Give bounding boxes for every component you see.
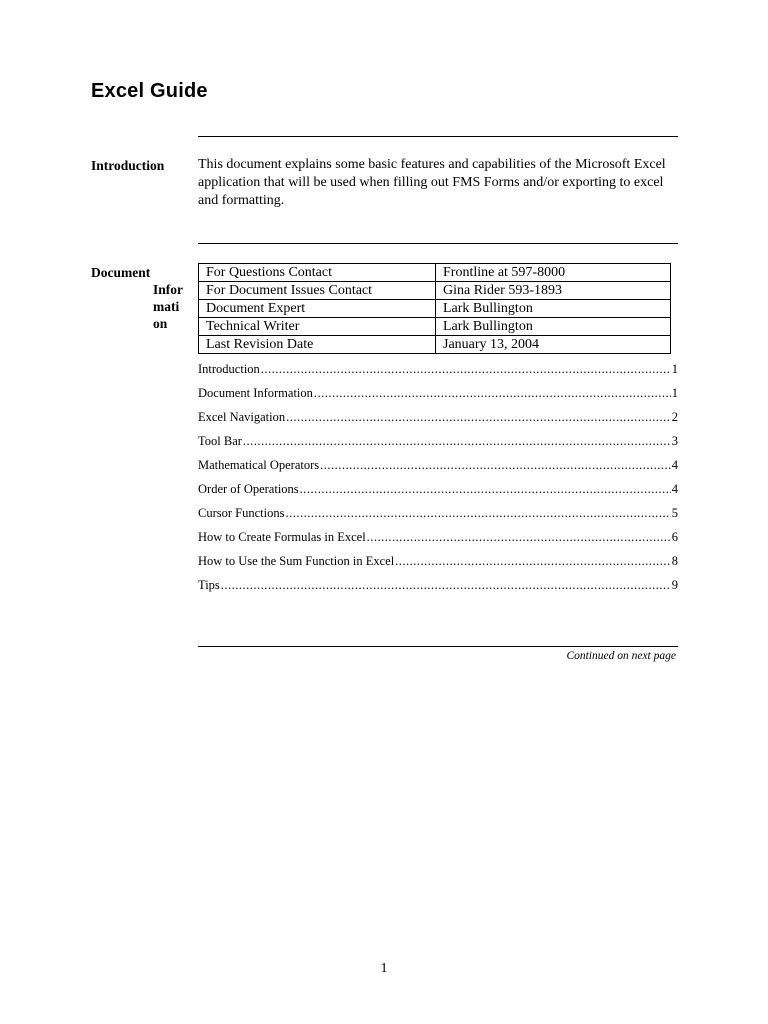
toc-dot-leader (300, 480, 671, 498)
section-divider-middle (198, 243, 678, 244)
table-row (199, 282, 671, 300)
table-key-cell: Technical Writer (199, 318, 436, 336)
section-divider-top (198, 136, 678, 137)
introduction-label: Introduction (91, 158, 165, 173)
introduction-text: This document explains some basic features and capabilities of the Microsoft Excel application that will be used when filling out FMS Forms and/or exporting to excel and formatting. (198, 157, 666, 208)
toc-entry-page: 3 (671, 434, 678, 448)
toc-entry-introduction[interactable] (198, 360, 678, 384)
toc-entry-title: Document Information (198, 386, 313, 400)
toc-entry-page: 4 (671, 458, 678, 472)
toc-entry-title: Cursor Functions (198, 506, 285, 520)
toc-dot-leader (314, 384, 671, 402)
toc-entry-title: Tool Bar (198, 434, 242, 448)
toc-entry-page: 1 (671, 386, 678, 400)
table-key-cell: Last Revision Date (199, 336, 436, 354)
toc-entry-title: Mathematical Operators (198, 458, 320, 472)
table-row (199, 264, 671, 282)
table-value-cell: Gina Rider 593-1893 (436, 282, 671, 300)
toc-entry-title: Tips (198, 578, 220, 592)
toc-entry-page: 9 (671, 578, 678, 592)
document-information-label-line2: Infor (153, 282, 183, 297)
table-key-cell: For Document Issues Contact (199, 282, 436, 300)
document-information-label-line3: mati (153, 299, 180, 314)
table-value-cell: January 13, 2004 (436, 336, 671, 354)
section-divider-bottom (198, 646, 678, 647)
toc-entry-excel-navigation[interactable] (198, 408, 678, 432)
toc-dot-leader (395, 552, 671, 570)
page-number: 1 (380, 961, 388, 976)
toc-entry-page: 5 (671, 506, 678, 520)
toc-dot-leader (221, 576, 671, 594)
toc-entry-sum-function[interactable] (198, 552, 678, 576)
toc-dot-leader (285, 504, 670, 522)
toc-entry-mathematical-operators[interactable] (198, 456, 678, 480)
table-row (199, 300, 671, 318)
toc-entry-cursor-functions[interactable] (198, 504, 678, 528)
table-row (199, 318, 671, 336)
continued-note: Continued on next page (566, 650, 676, 662)
document-information-table (198, 263, 671, 354)
toc-entry-document-information[interactable] (198, 384, 678, 408)
toc-entry-page: 8 (671, 554, 678, 568)
page-title: Excel Guide (91, 80, 208, 102)
toc-entry-page: 1 (671, 362, 678, 376)
toc-entry-page: 2 (671, 410, 678, 424)
toc-dot-leader (243, 432, 671, 450)
toc-entry-title: Order of Operations (198, 482, 299, 496)
toc-dot-leader (261, 360, 671, 378)
toc-entry-tips[interactable] (198, 576, 678, 600)
table-key-cell: For Questions Contact (199, 264, 436, 282)
document-information-label-line4: on (153, 316, 168, 331)
toc-entry-create-formulas[interactable] (198, 528, 678, 552)
toc-entry-page: 6 (671, 530, 678, 544)
toc-entry-title: How to Create Formulas in Excel (198, 530, 366, 544)
table-value-cell: Lark Bullington (436, 300, 671, 318)
document-information-label (91, 264, 186, 332)
toc-entry-title: How to Use the Sum Function in Excel (198, 554, 395, 568)
toc-entry-tool-bar[interactable] (198, 432, 678, 456)
toc-entry-title: Excel Navigation (198, 410, 286, 424)
table-value-cell: Frontline at 597-8000 (436, 264, 671, 282)
table-value-cell: Lark Bullington (436, 318, 671, 336)
toc-entry-title: Introduction (198, 362, 260, 376)
table-of-contents (198, 360, 678, 600)
toc-entry-order-of-operations[interactable] (198, 480, 678, 504)
toc-entry-page: 4 (671, 482, 678, 496)
toc-dot-leader (367, 528, 671, 546)
table-row (199, 336, 671, 354)
table-key-cell: Document Expert (199, 300, 436, 318)
document-information-label-line1: Document (91, 265, 151, 280)
toc-dot-leader (320, 456, 671, 474)
toc-dot-leader (286, 408, 671, 426)
